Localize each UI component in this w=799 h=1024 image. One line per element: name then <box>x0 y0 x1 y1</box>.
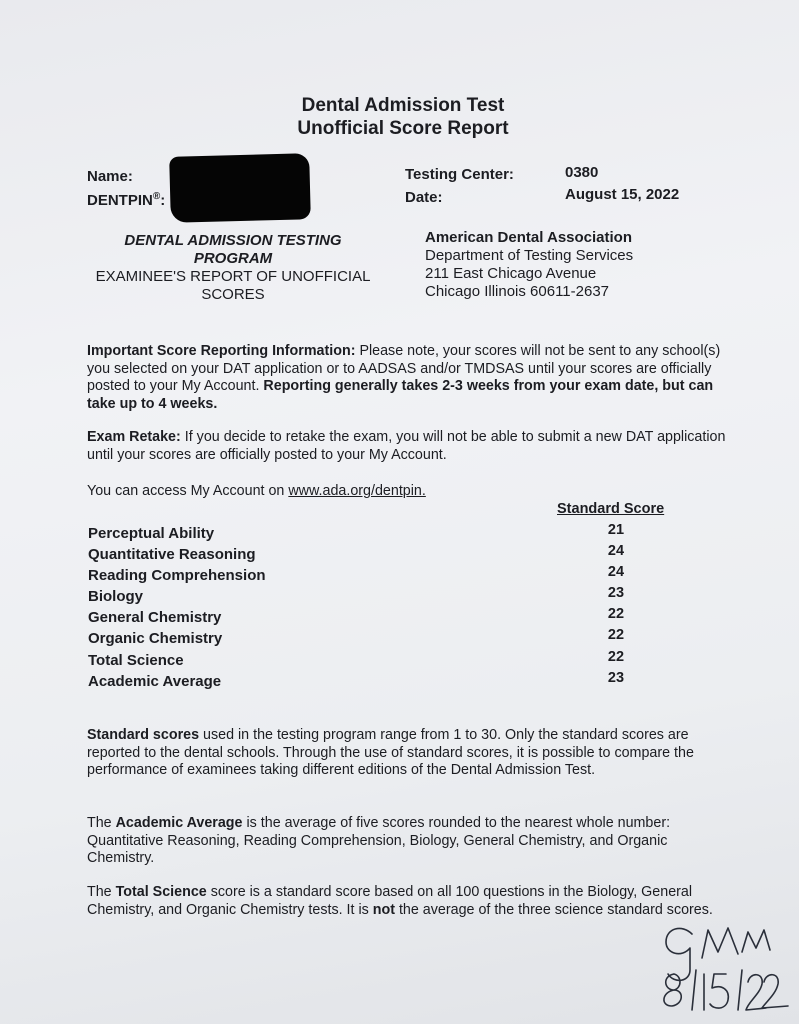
program-line-2: PROGRAM <box>193 250 273 267</box>
standard-scores-note: Standard scores used in the testing program range from 1 to 30. Only the standard scores are reported to the dental schools. Through the use of standard scores, it is possible to compare the performance of examinees taking different editions of the Dental Admission Test. <box>87 727 694 778</box>
subject-label: Academic Average <box>88 673 222 690</box>
dentpin-label: DENTPIN®: <box>87 191 166 209</box>
report-subtitle: Unofficial Score Report <box>297 118 509 139</box>
program-block <box>73 232 393 304</box>
subject-label: Quantitative Reasoning <box>88 546 256 563</box>
testing-center-value: 0380 <box>565 164 599 181</box>
subject-label: Perceptual Ability <box>88 525 215 542</box>
address-org: American Dental Association <box>425 229 633 246</box>
report-title: Dental Admission Test <box>301 95 505 116</box>
score-value: 21 <box>607 522 625 538</box>
date-value: August 15, 2022 <box>565 186 680 203</box>
subject-label: Total Science <box>88 652 184 669</box>
score-value: 22 <box>607 649 625 665</box>
retake-paragraph: Exam Retake: If you decide to retake the exam, you will not be able to submit a new DAT application until your scores are officially posted to your My Account. <box>87 429 726 463</box>
address-dept: Department of Testing Services <box>425 247 634 264</box>
score-value: 24 <box>607 564 625 580</box>
access-paragraph: You can access My Account on www.ada.org/dentpin. <box>87 483 426 499</box>
redaction-mark <box>169 153 311 223</box>
handwritten-signature-icon <box>652 918 792 1018</box>
score-value: 22 <box>607 606 625 622</box>
name-label: Name: <box>87 168 133 185</box>
program-line-3: EXAMINEE'S REPORT OF UNOFFICIAL <box>95 268 371 285</box>
score-value: 23 <box>607 585 625 601</box>
score-value: 23 <box>607 670 625 686</box>
address-street: 211 East Chicago Avenue <box>425 265 597 282</box>
standard-score-header: Standard Score <box>557 501 665 517</box>
date-label: Date: <box>405 189 443 206</box>
total-science-note: The Total Science score is a standard score based on all 100 questions in the Biology, General Chemistry, and Organic Chemistry tests. It is not the average of the three science standard scores. <box>87 884 713 918</box>
subject-label: General Chemistry <box>88 609 222 626</box>
program-line-4: SCORES <box>201 286 265 303</box>
subject-label: Organic Chemistry <box>88 630 223 647</box>
score-value: 24 <box>607 543 625 559</box>
testing-center-label: Testing Center: <box>405 166 514 183</box>
dentpin-link[interactable]: www.ada.org/dentpin. <box>288 483 426 499</box>
important-info-paragraph: Important Score Reporting Information: Please note, your scores will not be sent to any school(s) you selected on your DAT application or to AADSAS and/or TMDSAS until your scores are officially posted to your My Account. Reporting generally takes 2-3 weeks from your exam date, but can take up to 4 weeks. <box>87 343 721 412</box>
score-value: 22 <box>607 627 625 643</box>
address-block <box>425 229 633 301</box>
program-line-1: DENTAL ADMISSION TESTING <box>124 232 342 249</box>
address-city: Chicago Illinois 60611-2637 <box>425 283 610 300</box>
subject-label: Reading Comprehension <box>88 567 266 584</box>
subject-label: Biology <box>88 588 143 605</box>
academic-average-note: The Academic Average is the average of five scores rounded to the nearest whole number: Quantitative Reasoning, Reading Comprehension, Biology, General Chemistry, and Organic Chemistry. <box>87 815 671 866</box>
